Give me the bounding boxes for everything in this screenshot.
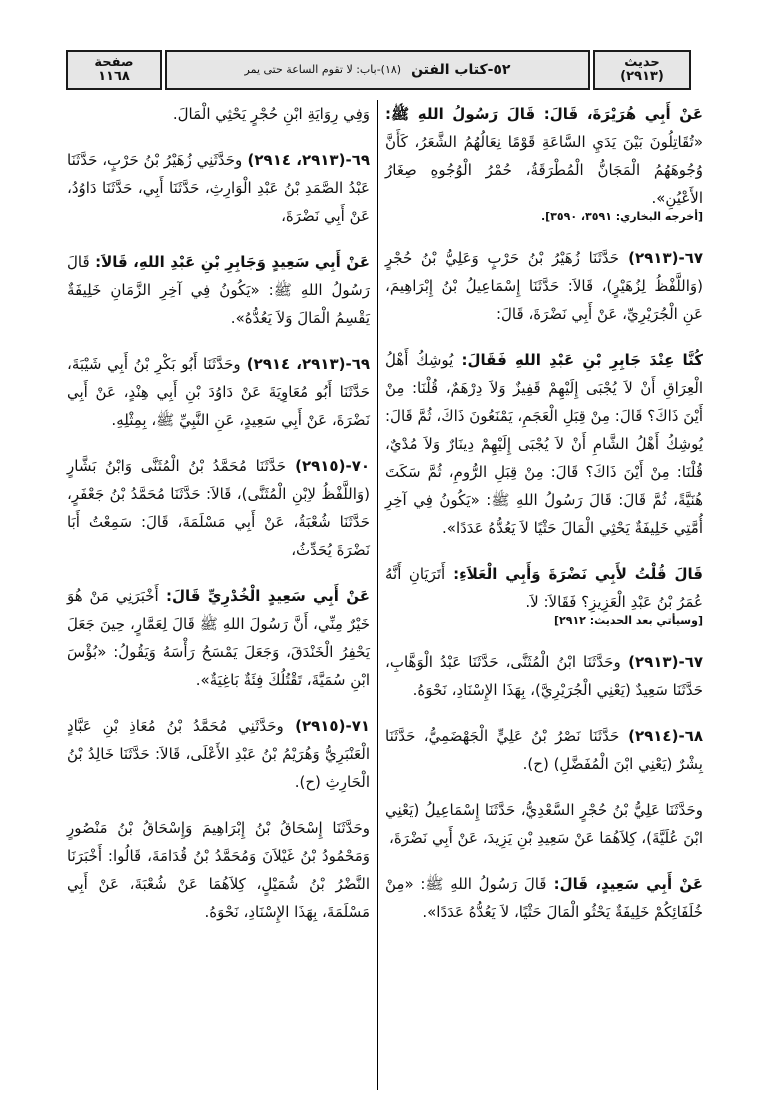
narrator-lead: كُنَّا عِنْدَ جَابِرِ بْنِ عَبْدِ اللهِ فَقَالَ: (453, 351, 703, 369)
narrator-lead: ٧١-(٢٩١٥) (283, 717, 370, 735)
left-column (67, 100, 370, 944)
page-label: صفحة (94, 55, 134, 71)
hadith-text: أَتَرَيَانِ أَنَّهُ عُمَرُ بْنُ عَبْدِ الْعَزِيزِ؟ فَقَالاَ: لاَ. (385, 565, 703, 611)
page-header (66, 50, 691, 90)
narrator-lead: ٦٩-(٢٩١٣، ٢٩١٤) (240, 355, 371, 373)
narrator-lead: عَنْ أَبِي هُرَيْرَةَ، قَالَ: قَالَ رَسُولُ اللهِ ﷺ: (385, 105, 703, 123)
hadith-text: «تُقَاتِلُونَ بَيْنَ يَدَيِ السَّاعَةِ قَوْمًا نِعَالُهُمُ الشَّعَرُ، كَأَنَّ وُجُوهَهُمُ الْمَجَانُّ الْمُطْرَقَةُ، حُمْرُ الْوُجُوهِ صِغَارُ الأَعْيُنِ». (385, 133, 703, 207)
hadith-text: وحَدَّثَنَا أَبُو بَكْرِ بْنُ أَبِي شَيْبَةَ، حَدَّثَنَا أَبُو مُعَاوِيَةَ عَنْ دَاوُدَ بْنِ أَبِي هِنْدٍ، عَنْ أَبِي نَضْرَةَ، عَنْ أَبِي سَعِيدٍ، عَنِ النَّبِيِّ ﷺ، بِمِثْلِهِ. (67, 355, 370, 429)
hadith-text: حَدَّثَنَا نَصْرُ بْنُ عَلِيٍّ الْجَهْضَمِيُّ، حَدَّثَنَا بِشْرٌ (يَعْنِي ابْنَ الْمُفَضَّلِ) (ح). (385, 727, 703, 773)
hadith-paragraph (385, 722, 703, 778)
hadith-paragraph (67, 452, 370, 564)
hadith-paragraph (67, 350, 370, 434)
narrator-lead: ٦٧-(٢٩١٣) (620, 653, 703, 671)
page-number: ١١٦٨ (98, 69, 130, 84)
hadith-paragraph (67, 582, 370, 694)
hadith-paragraph (385, 100, 703, 226)
book-title: ٥٢-كتاب الفتن (411, 61, 511, 78)
narrator-lead: ٦٨-(٢٩١٤) (619, 727, 703, 745)
narrator-lead: عَنْ أَبِي سَعِيدٍ الْخُدْرِيِّ قَالَ: (158, 587, 370, 605)
source-reference: [أخرجه البخاري: ٣٥٩١، ٣٥٩٠]. (540, 210, 703, 223)
narrator-lead: ٦٧-(٢٩١٣) (619, 249, 704, 267)
narrator-lead: عَنْ أَبِي سَعِيدٍ وَجَابِرِ بْنِ عَبْدِ اللهِ، قَالاَ: (89, 253, 370, 271)
hadith-text: حَدَّثَنَا مُحَمَّدُ بْنُ الْمُثَنَّى وَابْنُ بَشَّارٍ (وَاللَّفْظُ لاِبْنِ الْمُثَنَّى)، قَالاَ: حَدَّثَنَا مُحَمَّدُ بْنُ جَعْفَرٍ، حَدَّثَنَا شُعْبَةُ، عَنْ أَبِي مَسْلَمَةَ، قَالَ: سَمِعْتُ أَبَا نَضْرَةَ يُحَدِّثُ، (67, 457, 370, 559)
hadith-text: وحَدَّثَنِي مُحَمَّدُ بْنُ مُعَاذِ بْنِ عَبَّادٍ الْعَنْبَرِيُّ وَهُرَيْمُ بْنُ عَبْدِ الأَعْلَى، قَالاَ: حَدَّثَنَا خَالِدُ بْنُ الْحَارِثِ (ح). (67, 717, 370, 791)
hadith-text: وحَدَّثَنَا عَلِيُّ بْنُ حُجْرٍ السَّعْدِيُّ، حَدَّثَنَا إِسْمَاعِيلُ (يَعْنِي ابْنَ عُلَيَّةَ)، كِلاَهُمَا عَنْ سَعِيدِ بْنِ يَزِيدَ، عَنْ أَبِي نَضْرَةَ، (385, 801, 703, 847)
hadith-paragraph (385, 560, 703, 630)
hadith-text: وحَدَّثَنِي زُهَيْرُ بْنُ حَرْبٍ، حَدَّثَنَا عَبْدُ الصَّمَدِ بْنُ عَبْدِ الْوَارِثِ، حَدَّثَنَا أَبِي، حَدَّثَنَا دَاوُدُ، عَنْ أَبِي نَضْرَةَ، (67, 151, 370, 225)
hadith-paragraph (67, 100, 370, 128)
hadith-text: وحَدَّثَنَا إِسْحَاقُ بْنُ إِبْرَاهِيمَ وَإِسْحَاقُ بْنُ مَنْصُورٍ وَمَحْمُودُ بْنُ غَيْلاَنَ وَمُحَمَّدُ بْنُ قُدَامَةَ، قَالُوا: أَخْبَرَنَا النَّضْرُ بْنُ شُمَيْلٍ، كِلاَهُمَا عَنْ شُعْبَةَ، عَنْ أَبِي مَسْلَمَةَ، بِهَذَا الإِسْنَادِ، نَحْوَهُ. (67, 819, 370, 921)
hadith-number: (٢٩١٣) (620, 69, 664, 84)
hadith-text: قَالَ رَسُولُ اللهِ ﷺ: «يَكُونُ فِي آخِرِ الزَّمَانِ خَلِيفَةٌ يَقْسِمُ الْمَالَ وَلاَ يَعُدُّهُ». (67, 253, 370, 327)
narrator-lead: قَالَ قُلْتُ لأَبِي نَضْرَةَ وَأَبِي الْعَلاَءِ: (445, 565, 703, 583)
hadith-paragraph (385, 796, 703, 852)
hadith-paragraph (67, 248, 370, 332)
narrator-lead: عَنْ أَبِي سَعِيدٍ، قَالَ: (546, 875, 703, 893)
hadith-paragraph (67, 814, 370, 926)
hadith-paragraph (385, 870, 703, 926)
narrator-lead: ٧٠-(٢٩١٥) (285, 457, 370, 475)
hadith-text: قَالَ رَسُولُ اللهِ ﷺ: «مِنْ خُلَفَائِكُمْ خَلِيفَةٌ يَحْثُو الْمَالَ حَثْيًا، لاَ يَعُدُّهُ عَدَدًا». (385, 875, 703, 921)
hadith-paragraph (67, 712, 370, 796)
hadith-label: حديث (624, 55, 660, 71)
hadith-text: وَفِي رِوَايَةِ ابْنِ حُجْرٍ يَحْثِي الْمَالَ. (172, 105, 370, 123)
source-reference: [وسيأتي بعد الحديث: ٢٩١٢] (554, 614, 703, 627)
chapter-title: (١٨)-باب: لا تقوم الساعة حتى يمر (244, 63, 402, 77)
right-column (385, 100, 703, 944)
hadith-paragraph (385, 346, 703, 542)
column-divider (377, 100, 378, 1090)
hadith-paragraph (385, 648, 703, 704)
hadith-text: يُوشِكُ أَهْلُ الْعِرَاقِ أَنْ لاَ يُجْبَى إِلَيْهِمْ قَفِيزٌ وَلاَ دِرْهَمٌ، قُلْنَا: مِنْ أَيْنَ ذَاكَ؟ قَالَ: مِنْ قِبَلِ الْعَجَمِ، يَمْنَعُونَ ذَاكَ، ثُمَّ قَالَ: يُوشِكُ أَهْلُ الشَّامِ أَنْ لاَ يُجْبَى إِلَيْهِمْ دِينَارٌ وَلاَ مُدْيٌ، قُلْنَا: مِنْ أَيْنَ ذَاكَ؟ قَالَ: مِنْ قِبَلِ الرُّومِ، ثُمَّ سَكَتَ هُنَيَّةً، ثُمَّ قَالَ: قَالَ رَسُولُ اللهِ ﷺ: «يَكُونُ فِي آخِرِ أُمَّتِي خَلِيفَةٌ يَحْثِي الْمَالَ حَثْيًا لاَ يَعُدُّهُ عَدَدًا». (385, 351, 703, 537)
hadith-text: وحَدَّثَنَا ابْنُ الْمُثَنَّى، حَدَّثَنَا عَبْدُ الْوَهَّابِ، حَدَّثَنَا سَعِيدٌ (يَعْنِي الْجُرَيْرِيَّ)، بِهَذَا الإِسْنَادِ، نَحْوَهُ. (385, 653, 703, 699)
hadith-paragraph (67, 146, 370, 230)
hadith-text: أَخْبَرَنِي مَنْ هُوَ خَيْرٌ مِنِّي، أَنَّ رَسُولَ اللهِ ﷺ قَالَ لِعَمَّارٍ، حِينَ جَعَلَ يَحْفِرُ الْخَنْدَقَ، وَجَعَلَ يَمْسَحُ رَأْسَهُ وَيَقُولُ: «بُؤْسَ ابْنِ سُمَيَّةَ، تَقْتُلُكَ فِئَةٌ بَاغِيَةٌ». (67, 587, 370, 689)
narrator-lead: ٦٩-(٢٩١٣، ٢٩١٤) (242, 151, 370, 169)
hadith-text: حَدَّثَنَا زُهَيْرُ بْنُ حَرْبٍ وَعَلِيُّ بْنُ حُجْرٍ (وَاللَّفْظُ لِزُهَيْرٍ)، قَالاَ: حَدَّثَنَا إِسْمَاعِيلُ بْنُ إِبْرَاهِيمَ، عَنِ الْجُرَيْرِيِّ، عَنْ أَبِي نَضْرَةَ، قَالَ: (385, 249, 703, 323)
hadith-number-box (593, 50, 691, 90)
hadith-paragraph (385, 244, 703, 328)
page-number-box (66, 50, 162, 90)
book-title-box (165, 50, 590, 90)
